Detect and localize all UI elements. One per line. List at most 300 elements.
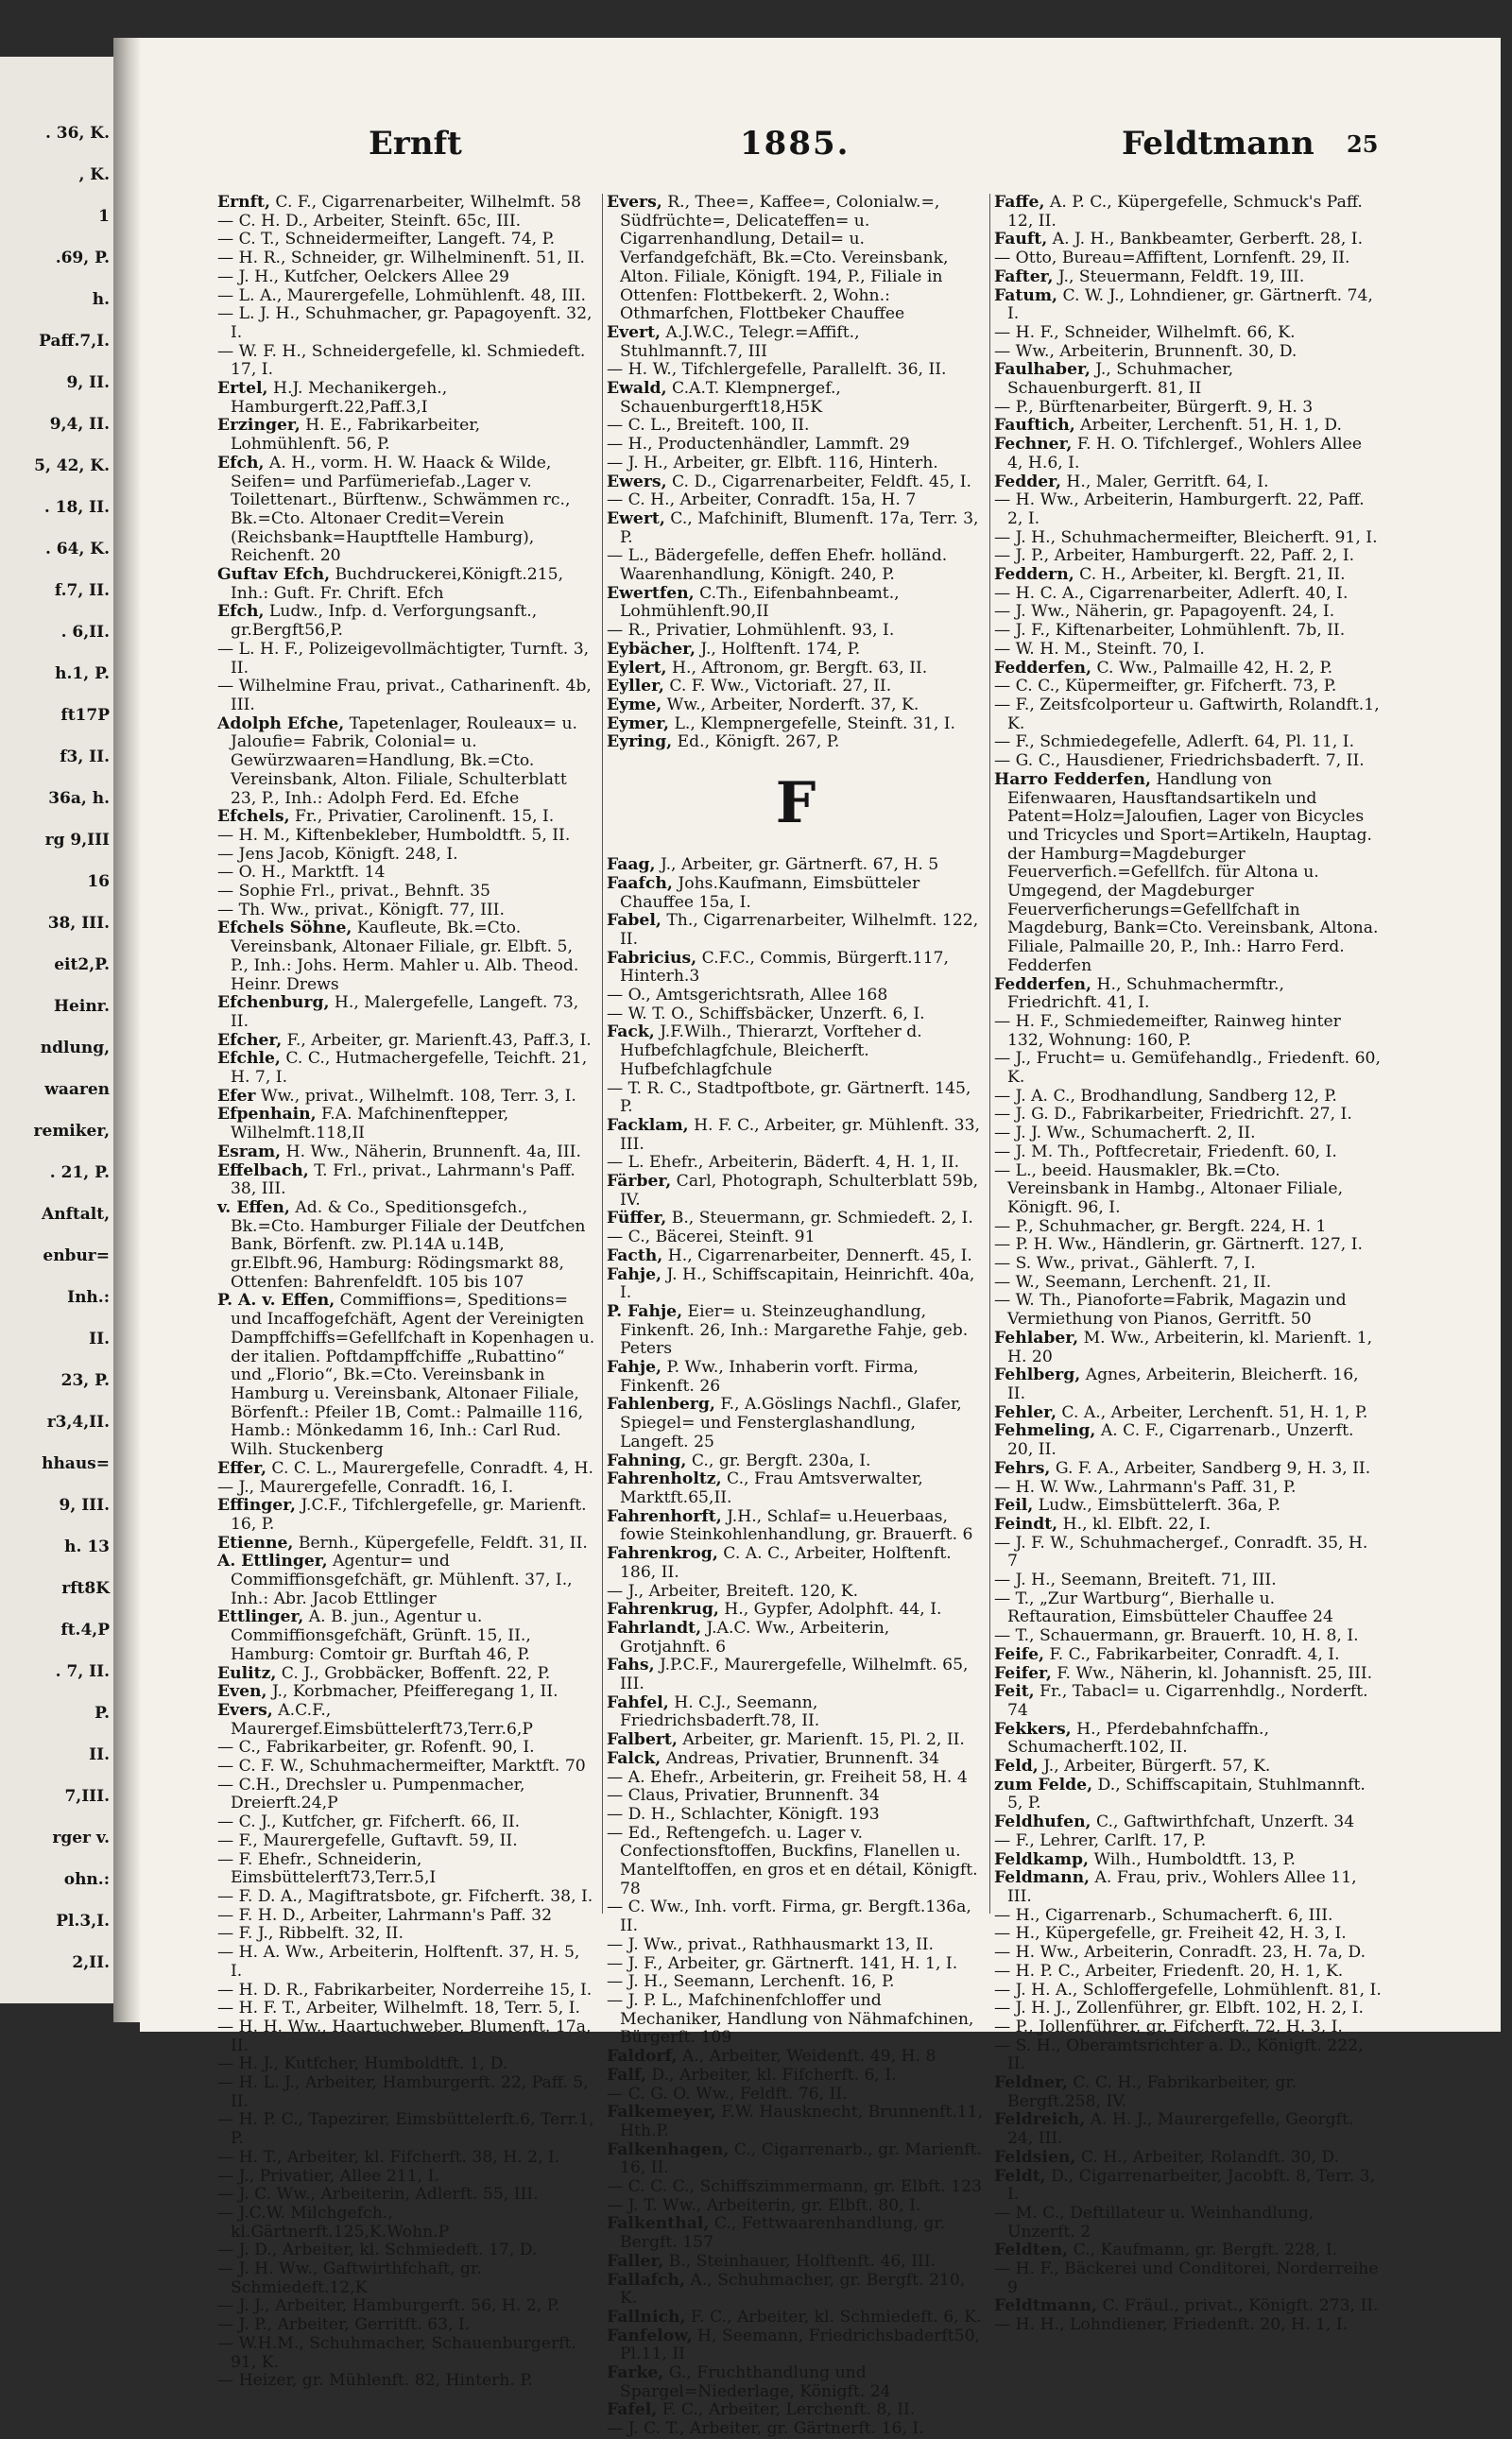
entry-surname: Efchenburg, xyxy=(217,993,330,1013)
directory-entry xyxy=(217,1665,595,1684)
left-page-fragment: . 18, II. xyxy=(43,498,110,517)
entry-details: — F., Maurergefelle, Guftavft. 59, II. xyxy=(217,1830,518,1850)
entry-details: A. H. J., Maurergefelle, Georgft. 24, III. xyxy=(1007,2110,1354,2149)
entry-details: — J. D., Arbeiter, kl. Schmiedeft. 17, D. xyxy=(217,2241,538,2260)
left-page-fragment: rg 9,III xyxy=(44,831,110,850)
directory-entry xyxy=(217,2297,595,2316)
left-page-fragment: 9, II. xyxy=(66,373,110,392)
entry-details: F., A.Göslings Nachfl., Glafer, Spiegel= und Fensterglashandlung, Langeft. 25 xyxy=(620,1395,962,1451)
entry-details: — J. G. D., Fabrikarbeiter, Friedrichft. 27, I. xyxy=(994,1105,1352,1125)
directory-entry xyxy=(217,1460,595,1479)
entry-details: — M. C., Deftillateur u. Weinhandlung, Unzerft. 2 xyxy=(994,2203,1314,2241)
entry-details: A., Schuhmacher, gr. Bergft. 210, K. xyxy=(620,2270,966,2309)
entry-details: — J., Frucht= u. Gemüfehandlg., Friedenft. 60, K. xyxy=(994,1049,1381,1088)
entry-details: — J. C. Ww., Arbeiterin, Adlerft. 55, III. xyxy=(217,2185,539,2205)
left-page-fragment: 16 xyxy=(87,872,110,891)
entry-details: Agentur= und Commiffionsgefchäft, gr. Mühlenft. 37, I., Inh.: Abr. Jacob Ettlinger xyxy=(231,1552,573,1608)
left-page-fragment: enbur= xyxy=(43,1246,110,1265)
left-page-fragment: ohn.: xyxy=(63,1870,110,1889)
entry-surname: Fanfelow, xyxy=(607,2326,693,2345)
entry-surname: Effinger, xyxy=(217,1496,296,1516)
directory-entry xyxy=(994,1236,1382,1255)
directory-entry xyxy=(217,603,595,640)
entry-surname: Fedderfen, xyxy=(994,974,1092,994)
directory-entry xyxy=(607,1080,985,1117)
entry-surname: Evers, xyxy=(217,1700,273,1720)
directory-entry xyxy=(607,1694,985,1731)
directory-entry xyxy=(994,1758,1382,1777)
directory-entry xyxy=(607,1228,985,1247)
directory-entry xyxy=(607,473,985,492)
entry-surname: Effer, xyxy=(217,1458,266,1478)
entry-details: J.P.C.F., Maurergefelle, Wilhelmft. 65, III. xyxy=(620,1656,969,1694)
entry-surname: Feddern, xyxy=(994,565,1074,585)
entry-details: — J. H., Seemann, Lerchenft. 16, P. xyxy=(607,1972,895,1992)
directory-entry xyxy=(994,1125,1382,1143)
left-page-fragment: f3, II. xyxy=(60,747,110,766)
entry-details: — F., Lehrer, Carlft. 17, P. xyxy=(994,1830,1207,1850)
entry-details: — W.H.M., Schuhmacher, Schauenburgerft. 91, K. xyxy=(217,2333,576,2372)
entry-surname: Fehmeling, xyxy=(994,1421,1096,1441)
entry-details: Ww., privat., Wilhelmft. 108, Terr. 3, I. xyxy=(255,1086,576,1106)
entry-details: H., kl. Elbft. 22, I. xyxy=(1057,1514,1211,1534)
directory-entry xyxy=(607,1769,985,1788)
entry-details: — J., Maurergefelle, Conradft. 16, I. xyxy=(217,1477,514,1497)
left-page-fragment: 9, III. xyxy=(59,1496,110,1515)
directory-entry xyxy=(217,1907,595,1926)
entry-details: — Otto, Bureau=Affiftent, Lornfenft. 29, II. xyxy=(994,249,1350,268)
directory-entry xyxy=(994,678,1382,696)
directory-entry xyxy=(217,1777,595,1813)
entry-details: — C. C., Küpermeifter, gr. Fifcherft. 73, P. xyxy=(994,677,1337,696)
directory-entry xyxy=(994,2018,1382,2037)
entry-details: C., Frau Amtsverwalter, Marktft.65,II. xyxy=(620,1469,923,1507)
directory-entry xyxy=(607,1173,985,1210)
directory-entry xyxy=(607,585,985,622)
directory-entry xyxy=(994,1255,1382,1274)
directory-entry xyxy=(607,2309,985,2327)
directory-entry xyxy=(994,2149,1382,2168)
entry-details: — J. P. L., Mafchinenfchloffer und Mechaniker, Handlung von Nähmafchinen, Bürgerft. 109 xyxy=(607,1990,974,2048)
running-head-first-entry: Ernft xyxy=(369,125,462,163)
entry-details: H., Maler, Gerritft. 64, I. xyxy=(1060,472,1269,491)
directory-entry xyxy=(217,2335,595,2372)
entry-details: A. P. C., Küpergefelle, Schmuck's Paff. 12, II. xyxy=(1007,193,1363,231)
entry-surname: Faag, xyxy=(607,855,656,875)
entry-details: D., Arbeiter, kl. Fifcherft. 6, I. xyxy=(645,2065,897,2085)
entry-details: — J.C.W. Milchgefch., kl.Gärtnerft.125,K.Wohn.P xyxy=(217,2203,450,2241)
directory-entry xyxy=(994,2316,1382,2335)
directory-entry xyxy=(217,1199,595,1293)
directory-entry xyxy=(607,2086,985,2104)
entry-details: — J. J., Arbeiter, Hamburgerft. 56, H. 2, P. xyxy=(217,2296,560,2316)
entry-details: D., Schiffscapitain, Stuhlmannft. 5, P. xyxy=(1007,1775,1366,1813)
entry-surname: Efchels, xyxy=(217,807,290,827)
directory-entry xyxy=(217,2316,595,2335)
entry-details: — W. H. M., Steinft. 70, I. xyxy=(994,639,1205,659)
directory-entry xyxy=(994,361,1382,398)
directory-entry xyxy=(217,231,595,249)
entry-details: — H. P. C., Tapezirer, Eimsbüttelerft.6, Terr.1, P. xyxy=(217,2110,594,2149)
entry-surname: Fahrenholtz, xyxy=(607,1469,722,1489)
entry-details: H., Gypfer, Adolphft. 44, I. xyxy=(718,1600,942,1620)
entry-details: — F. D. A., Magiftratsbote, gr. Fifcherft. 38, I. xyxy=(217,1886,593,1906)
entry-details: Arbeiter, gr. Marienft. 15, Pl. 2, II. xyxy=(677,1730,965,1750)
directory-entry xyxy=(607,1992,985,2048)
directory-entry xyxy=(994,622,1382,641)
left-page-fragment: ft.4,P xyxy=(60,1621,110,1640)
directory-entry xyxy=(217,2168,595,2187)
entry-details: — L., Bädergefelle, deffen Ehefr. holländ. Waarenhandlung, Königft. 240, P. xyxy=(607,546,948,585)
left-page-fragment: hhaus= xyxy=(42,1454,110,1473)
entry-details: A.C.F., Maurergef.Eimsbüttelerft73,Terr.6,P xyxy=(231,1700,533,1739)
entry-details: C. C. L., Maurergefelle, Conradft. 4, H. xyxy=(266,1458,593,1478)
entry-surname: Farke, xyxy=(607,2363,664,2383)
directory-entry xyxy=(217,994,595,1031)
entry-details: — C. T., Schneidermeifter, Langeft. 74, P. xyxy=(217,230,556,249)
directory-entry xyxy=(994,547,1382,566)
directory-entry xyxy=(607,696,985,715)
entry-details: — S. H., Oberamtsrichter a. D., Königft. 222, II. xyxy=(994,2035,1364,2074)
left-page-fragment: II. xyxy=(89,1745,110,1764)
entry-surname: Adolph Efche, xyxy=(217,713,345,733)
entry-details: — L., beeid. Hausmakler, Bk.=Cto. Vereinsbank in Hambg., Altonaer Filiale, Königft. 96, I. xyxy=(994,1160,1344,1217)
directory-entry xyxy=(607,1154,985,1173)
directory-entry xyxy=(994,491,1382,528)
directory-entry xyxy=(994,2037,1382,2074)
directory-entry xyxy=(994,529,1382,548)
entry-details: H.J. Mechanikergeh., Hamburgerft.22,Paff.3,I xyxy=(231,379,448,417)
directory-entry xyxy=(217,1088,595,1107)
entry-surname: Feife, xyxy=(994,1644,1045,1664)
directory-entry xyxy=(607,2067,985,2086)
entry-details: — H., Küpergefelle, gr. Freiheit 42, H. 3, I. xyxy=(994,1924,1347,1944)
directory-entry xyxy=(994,1013,1382,1050)
entry-surname: Effelbach, xyxy=(217,1160,309,1180)
entry-details: F. C., Fabrikarbeiter, Conradft. 4, I. xyxy=(1044,1644,1340,1664)
entry-details: — F. J., Ribbelft. 32, II. xyxy=(217,1924,404,1944)
entry-surname: Faller, xyxy=(607,2251,664,2271)
left-page-fragment: P. xyxy=(94,1704,110,1723)
entry-details: A. J. H., Bankbeamter, Gerberft. 28, I. xyxy=(1047,230,1364,249)
entry-details: A. H., vorm. H. W. Haack & Wilde, Seifen= und Parfümeriefab.,Lager v. Toilettenart., Bürftenw., Schwämmen rc., Bk.=Cto. Altonaer Credit=Verein (Reichsbank=Hauptftelle Hamburg), Reichenft. 20 xyxy=(231,453,571,566)
entry-details: — H. W. Ww., Lahrmann's Paff. 31, P. xyxy=(994,1477,1297,1497)
entry-surname: Fehler, xyxy=(994,1402,1057,1422)
entry-surname: Fabricius, xyxy=(607,948,697,968)
directory-entry xyxy=(994,2000,1382,2018)
directory-entry xyxy=(217,2260,595,2297)
directory-entry xyxy=(217,1851,595,1888)
entry-details: A. B. jun., Agentur u. Commiffionsgefchäft, Grünft. 15, II., Hamburg: Comtoir gr. Burftah 46, P. xyxy=(231,1607,531,1664)
entry-details: — J. H., Kutfcher, Oelckers Allee 29 xyxy=(217,266,509,286)
entry-details: — H. F., Schneider, Wilhelmft. 66, K. xyxy=(994,322,1296,342)
entry-details: — H. F., Schmiedemeifter, Rainweg hinter 132, Wohnung: 160, P. xyxy=(994,1011,1341,1050)
entry-surname: v. Effen, xyxy=(217,1197,290,1217)
entry-surname: Fahrenhorft, xyxy=(607,1506,722,1526)
entry-details: — C. F. W., Schuhmachermeifter, Marktft. 70 xyxy=(217,1757,586,1777)
entry-details: — J. Ww., privat., Rathhausmarkt 13, II. xyxy=(607,1934,934,1954)
entry-details: F. H. O. Tifchlergef., Wohlers Allee 4, H.6, I. xyxy=(1007,435,1363,472)
entry-details: — C., Fabrikarbeiter, gr. Rofenft. 90, I. xyxy=(217,1738,535,1758)
directory-entry xyxy=(217,343,595,380)
entry-surname: Ewert, xyxy=(607,508,665,528)
entry-surname: Feldmann, xyxy=(994,1868,1091,1888)
directory-entry xyxy=(994,585,1382,604)
directory-entry xyxy=(994,343,1382,362)
entry-surname: Falbert, xyxy=(607,1730,678,1750)
entry-surname: Feldkamp, xyxy=(994,1849,1089,1869)
directory-entry xyxy=(217,1832,595,1851)
entry-details: — H., Cigarrenarb., Schumacherft. 6, III. xyxy=(994,1905,1333,1925)
entry-details: B., Steuermann, gr. Schmiedeft. 2, I. xyxy=(666,1209,973,1228)
directory-entry xyxy=(217,455,595,566)
entry-surname: Eylert, xyxy=(607,658,667,678)
entry-details: Fr., Tabacl= u. Cigarrenhdlg., Norderft. 74 xyxy=(1007,1682,1368,1720)
directory-entry xyxy=(607,1023,985,1079)
entry-details: — C. C. C., Schiffszimmermann, gr. Elbft. 123 xyxy=(607,2177,982,2197)
entry-surname: Faulhaber, xyxy=(994,360,1091,380)
entry-details: H. Ww., Näherin, Brunnenft. 4a, III. xyxy=(281,1142,581,1161)
entry-details: C. Fräul., privat., Königft. 273, II. xyxy=(1096,2296,1379,2316)
entry-details: — H. Ww., Arbeiterin, Hamburgerft. 22, Paff. 2, I. xyxy=(994,490,1365,528)
entry-details: Wilh., Humboldtft. 13, P. xyxy=(1088,1849,1296,1869)
directory-entry xyxy=(994,1162,1382,1218)
directory-entry xyxy=(994,1050,1382,1087)
section-letter: F xyxy=(775,770,816,837)
entry-details: — J. P., Arbeiter, Gerritft. 63, I. xyxy=(217,2315,471,2335)
entry-details: — H. F. T., Arbeiter, Wilhelmft. 18, Terr. 5, I. xyxy=(217,1999,580,2018)
entry-details: — H. L. J., Arbeiter, Hamburgerft. 22, Paff. 5, II. xyxy=(217,2073,589,2111)
entry-details: — J. Ww., Näherin, gr. Papagoyenft. 24, I. xyxy=(994,602,1335,622)
left-page-fragment: Anftalt, xyxy=(42,1205,110,1224)
directory-entry xyxy=(607,2420,985,2439)
directory-entry xyxy=(217,902,595,920)
entry-details: — J. J. Ww., Schumacherft. 2, II. xyxy=(994,1124,1256,1143)
entry-surname: Füffer, xyxy=(607,1209,667,1228)
column-1 xyxy=(217,193,595,2391)
entry-details: Th., Cigarrenarbeiter, Wilhelmft. 122, II. xyxy=(620,911,979,949)
entry-details: C., Kaufmann, gr. Bergft. 228, I. xyxy=(1068,2241,1338,2260)
entry-details: — A. Ehefr., Arbeiterin, gr. Freiheit 58, H. 4 xyxy=(607,1767,968,1787)
directory-entry xyxy=(217,249,595,268)
directory-entry xyxy=(994,752,1382,771)
directory-entry xyxy=(607,1731,985,1750)
book-gutter xyxy=(113,38,140,2022)
directory-entry xyxy=(994,194,1382,231)
entry-surname: Feil, xyxy=(994,1496,1034,1516)
entry-details: J., Arbeiter, Bürgerft. 57, K. xyxy=(1038,1757,1271,1777)
entry-surname: Feldsien, xyxy=(994,2147,1076,2167)
entry-surname: Fedder, xyxy=(994,472,1061,491)
entry-details: J., Steuermann, Feldft. 19, III. xyxy=(1053,266,1305,286)
entry-details: — P., Schuhmacher, gr. Bergft. 224, H. 1 xyxy=(994,1216,1327,1236)
directory-entry xyxy=(217,1702,595,1739)
entry-details: — H. P. C., Arbeiter, Friedenft. 20, H. 1, K. xyxy=(994,1961,1344,1981)
entry-surname: Feldhufen, xyxy=(994,1812,1091,1832)
column-rule xyxy=(989,194,990,1914)
directory-entry xyxy=(607,622,985,641)
entry-details: — L. H. F., Polizeigevollmächtigter, Turnft. 3, II. xyxy=(217,639,590,678)
directory-entry xyxy=(217,2018,595,2055)
directory-entry xyxy=(994,1646,1382,1665)
entry-surname: Fehlaber, xyxy=(994,1328,1079,1348)
entry-details: C. F., Cigarrenarbeiter, Wilhelmft. 58 xyxy=(269,193,582,212)
directory-entry xyxy=(607,912,985,949)
entry-surname: Ettlinger, xyxy=(217,1607,304,1627)
entry-surname: Feldt, xyxy=(994,2166,1046,2186)
directory-entry xyxy=(994,1516,1382,1535)
entry-details: — L. A., Maurergefelle, Lohmühlenft. 48, III. xyxy=(217,285,586,305)
entry-details: — W. T. O., Schiffsbäcker, Unzerft. 6, I. xyxy=(607,1004,925,1023)
entry-details: Handlung von Eifenwaaren, Hausftandsartikeln und Patent=Holz=Jaloufien, Lager von Bicycles und Tricycles und Sport=Artikeln, Hauptag. der Hamburg=Magdeburger Feuerverfich.=Gefellfch. für Altona u. Umgegend, der Magdeburger Feuerverficherungs=Gefellfchaft in Magdeburg, Bank=Cto. Vereinsbank, Altona. Filiale, Palmaille 20, P., Inh.: Harro Ferd. Fedderfen xyxy=(1007,769,1379,975)
left-page-fragment: ft17P xyxy=(60,706,110,725)
entry-details: — J. A. C., Brodhandlung, Sandberg 12, P. xyxy=(994,1086,1337,1106)
entry-surname: Efpenhain, xyxy=(217,1105,317,1125)
directory-entry xyxy=(607,2253,985,2272)
directory-entry xyxy=(217,827,595,846)
entry-details: C. Ww., Palmaille 42, H. 2, P. xyxy=(1091,658,1333,678)
directory-entry xyxy=(994,1143,1382,1162)
entry-surname: Guftav Efch, xyxy=(217,565,331,585)
directory-entry xyxy=(607,660,985,678)
entry-surname: Efcher, xyxy=(217,1030,283,1050)
directory-entry xyxy=(217,1553,595,1608)
entry-surname: Fahlenberg, xyxy=(607,1395,715,1415)
entry-surname: Falf, xyxy=(607,2065,646,2085)
entry-details: M. Ww., Arbeiterin, kl. Marienft. 1, H. 20 xyxy=(1007,1328,1373,1366)
left-page-fragment: 1 xyxy=(98,207,110,226)
directory-entry xyxy=(607,1787,985,1806)
entry-surname: Falck, xyxy=(607,1748,662,1768)
entry-details: C., Gaftwirthfchaft, Unzerft. 34 xyxy=(1091,1812,1355,1832)
entry-surname: Färber, xyxy=(607,1172,672,1192)
directory-entry xyxy=(217,1925,595,1944)
directory-entry xyxy=(217,1944,595,1981)
entry-details: C. H., Arbeiter, kl. Bergft. 21, II. xyxy=(1074,565,1346,585)
entry-details: J., Holftenft. 174, P. xyxy=(695,639,861,659)
entry-surname: Eymer, xyxy=(607,713,669,733)
left-page-fragment: 5, 42, K. xyxy=(34,456,110,475)
entry-surname: Efch, xyxy=(217,453,265,472)
entry-details: Ww., Arbeiter, Norderft. 37, K. xyxy=(662,695,919,714)
entry-details: — P., Jollenführer, gr. Fifcherft. 72, H. 3, I. xyxy=(994,2017,1343,2036)
entry-details: Agnes, Arbeiterin, Bleicherft. 16, II. xyxy=(1007,1365,1359,1403)
entry-details: C., Fettwaarenhandlung, gr. Bergft. 157 xyxy=(620,2214,946,2253)
entry-details: H., Malergefelle, Langeft. 73, II. xyxy=(231,993,579,1031)
entry-details: — C. J., Kutfcher, gr. Fifcherft. 66, II. xyxy=(217,1812,521,1832)
left-page-fragment: 7,III. xyxy=(64,1787,110,1806)
entry-surname: Faafch, xyxy=(607,873,673,893)
entry-details: — C. Ww., Inh. vorft. Firma, gr. Bergft.136a, II. xyxy=(607,1898,971,1936)
entry-details: J., Schuhmacher, Schauenburgerft. 81, II xyxy=(1007,360,1234,399)
entry-surname: Fallnich, xyxy=(607,2307,686,2327)
directory-entry xyxy=(217,380,595,417)
entry-details: F., Arbeiter, gr. Marienft.43, Paff.3, I. xyxy=(282,1030,592,1050)
directory-entry xyxy=(217,883,595,902)
directory-entry xyxy=(607,547,985,584)
entry-surname: Ewald, xyxy=(607,379,667,399)
entry-surname: Feindt, xyxy=(994,1514,1058,1534)
entry-surname: Fauftich, xyxy=(994,416,1075,436)
directory-entry xyxy=(607,1825,985,1899)
left-page-fragment: 23, P. xyxy=(60,1371,110,1390)
left-page-fragment: .69, P. xyxy=(55,249,110,267)
directory-entry xyxy=(217,1479,595,1498)
entry-details: — S. Ww., privat., Gählerft. 7, I. xyxy=(994,1254,1256,1274)
directory-entry xyxy=(607,2178,985,2197)
entry-details: — J. H., Seemann, Breiteft. 71, III. xyxy=(994,1571,1277,1590)
left-page-fragment: . 21, P. xyxy=(49,1163,110,1182)
entry-details: F. C., Arbeiter, kl. Schmiedeft. 6, K. xyxy=(685,2307,982,2327)
directory-entry xyxy=(994,641,1382,660)
directory-entry xyxy=(217,2205,595,2241)
entry-details: F. C., Arbeiter, Lerchenft. 8, II. xyxy=(657,2400,916,2420)
directory-entry xyxy=(994,1218,1382,1237)
entry-details: — L. J. H., Schuhmacher, gr. Papagoyenft. 32, I. xyxy=(217,304,593,342)
entry-details: A. Frau, priv., Wohlers Allee 11, III. xyxy=(1007,1868,1357,1906)
directory-entry xyxy=(607,2197,985,2216)
entry-details: — H. F., Bäckerei und Conditorei, Norderreihe 9 xyxy=(994,2259,1379,2297)
directory-entry xyxy=(994,1851,1382,1870)
entry-details: T. Frl., privat., Lahrmann's Paff. 38, III. xyxy=(231,1160,576,1199)
left-page-fragment: Pl.3,I. xyxy=(56,1912,110,1931)
entry-surname: Eyring, xyxy=(607,732,673,752)
entry-details: H. F. C., Arbeiter, gr. Mühlenft. 33, III. xyxy=(620,1115,980,1154)
entry-surname: Fehlberg, xyxy=(994,1365,1081,1385)
entry-details: — D. H., Schlachter, Königft. 193 xyxy=(607,1804,880,1824)
directory-entry xyxy=(994,660,1382,678)
entry-details: — F. Ehefr., Schneiderin, Eimsbüttelerft73,Terr.5,I xyxy=(217,1849,437,1888)
directory-entry xyxy=(994,1088,1382,1107)
entry-surname: zum Felde, xyxy=(994,1775,1093,1795)
directory-entry xyxy=(217,1032,595,1051)
directory-entry xyxy=(217,678,595,714)
directory-entry xyxy=(994,1683,1382,1720)
entry-details: C. H., Arbeiter, Rolandft. 30, D. xyxy=(1075,2147,1340,2167)
directory-entry xyxy=(607,2104,985,2140)
left-page-fragment: , K. xyxy=(78,165,110,184)
left-page-fragment: rft8K xyxy=(61,1579,110,1598)
entry-details: C., gr. Bergft. 230a, I. xyxy=(686,1451,871,1470)
directory-entry xyxy=(994,1982,1382,2001)
entry-details: Carl, Photograph, Schulterblatt 59b, IV. xyxy=(620,1172,979,1210)
directory-entry xyxy=(994,1869,1382,1906)
entry-surname: Etienne, xyxy=(217,1533,294,1553)
entry-details: Andreas, Privatier, Brunnenft. 34 xyxy=(661,1748,940,1768)
entry-surname: Efchle, xyxy=(217,1049,281,1069)
directory-entry xyxy=(607,1583,985,1602)
entry-surname: Feldtmann, xyxy=(994,2296,1097,2316)
directory-entry xyxy=(217,1106,595,1142)
directory-entry xyxy=(217,715,595,809)
entry-surname: Fahje, xyxy=(607,1358,662,1378)
entry-surname: Eybächer, xyxy=(607,639,696,659)
entry-surname: Ernft, xyxy=(217,193,270,212)
directory-entry xyxy=(217,808,595,827)
entry-details: J. H., Schiffscapitain, Heinrichft. 40a, I. xyxy=(620,1264,975,1303)
entry-surname: Fafel, xyxy=(607,2400,658,2420)
entry-surname: Eyller, xyxy=(607,677,664,696)
directory-entry xyxy=(607,987,985,1005)
directory-entry xyxy=(217,2186,595,2205)
directory-entry xyxy=(607,1005,985,1024)
directory-entry xyxy=(994,473,1382,492)
entry-details: C., Cigarrenarb., gr. Marienft. 16, II. xyxy=(620,2139,982,2178)
entry-details: — H. M., Kiftenbekleber, Humboldtft. 5, II. xyxy=(217,825,571,845)
entry-surname: Fahrenkrug, xyxy=(607,1600,719,1620)
entry-details: P. Ww., Inhaberin vorft. Firma, Finkenft. 26 xyxy=(620,1358,919,1396)
entry-details: — Sophie Frl., privat., Behnft. 35 xyxy=(217,882,490,902)
